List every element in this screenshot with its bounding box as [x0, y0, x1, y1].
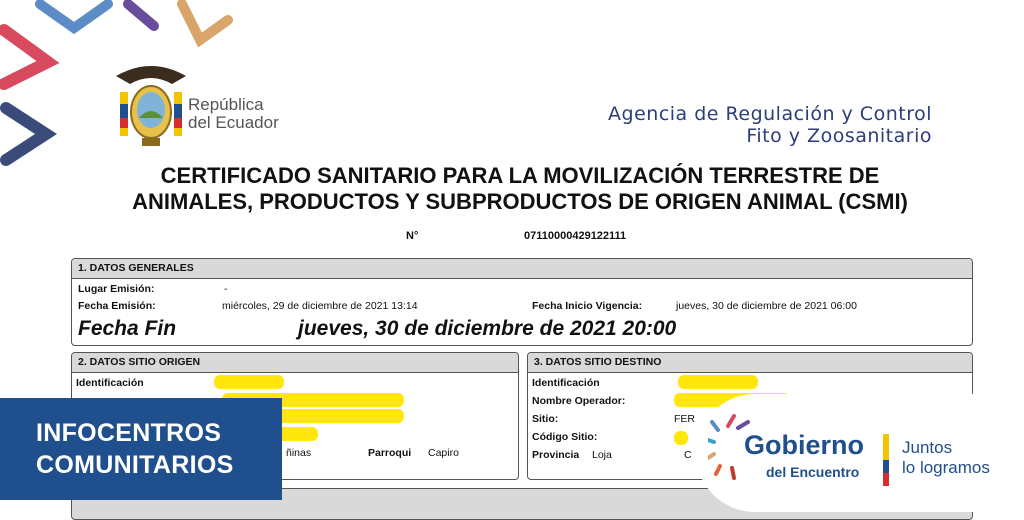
origen-identificacion-label: Identificación	[76, 377, 144, 389]
title-line2: ANIMALES, PRODUCTOS Y SUBPRODUCTOS DE ORIGEN ANIMAL (CSMI)	[132, 189, 908, 214]
origen-canton-partial: ñinas	[286, 447, 312, 459]
section-heading: 1. DATOS GENERALES	[72, 259, 972, 279]
redaction-mark	[214, 375, 284, 389]
general-data-section	[71, 258, 973, 346]
lugar-value: -	[224, 283, 228, 295]
destino-codigo-label: Código Sitio:	[532, 431, 598, 443]
gobierno-name: Gobierno	[744, 430, 864, 460]
republic-name-line1: República	[188, 95, 264, 114]
redaction-mark	[674, 431, 688, 445]
infocentros-line2: COMUNITARIOS	[36, 451, 234, 479]
coat-of-arms-icon	[112, 62, 190, 150]
agency-line1: Agencia de Regulación y Control	[608, 103, 932, 125]
certificate-title	[60, 163, 980, 215]
destino-operador-label: Nombre Operador:	[532, 395, 626, 407]
republic-logo	[112, 62, 302, 150]
destino-identificacion-label: Identificación	[532, 377, 600, 389]
title-line1: CERTIFICADO SANITARIO PARA LA MOVILIZACIÓN TERRESTRE DE	[160, 163, 880, 188]
lugar-label: Lugar Emisión:	[78, 283, 155, 295]
infocentros-line1: INFOCENTROS	[36, 419, 222, 447]
inicio-vigencia-value: jueves, 30 de diciembre de 2021 06:00	[676, 300, 857, 312]
number-value: 07110000429122111	[524, 230, 627, 242]
slogan-line1: Juntos	[902, 438, 953, 457]
section-heading: 3. DATOS SITIO DESTINO	[528, 353, 972, 373]
fecha-emision-value: miércoles, 29 de diciembre de 2021 13:14	[222, 300, 418, 312]
origen-parroquia-label: Parroqui	[368, 447, 412, 459]
agency-line2: Fito y Zoosanitario	[746, 125, 932, 147]
gobierno-sub: del Encuentro	[766, 464, 860, 480]
section-heading: 2. DATOS SITIO ORIGEN	[72, 353, 518, 373]
origen-parroquia-value: Capiro	[428, 447, 459, 459]
fecha-fin-value: jueves, 30 de diciembre de 2021 20:00	[298, 317, 677, 340]
fecha-fin-label: Fecha Fin	[78, 317, 177, 340]
slogan-line2: lo logramos	[902, 458, 990, 477]
slogan	[902, 438, 990, 478]
infocentros-badge	[0, 398, 282, 500]
republic-name-line2: del Ecuador	[188, 113, 279, 132]
destino-provincia-value: Loja	[592, 449, 612, 461]
destino-provincia-label: Provincia	[532, 449, 580, 461]
ecuador-flag-stripe	[883, 434, 889, 486]
redaction-mark	[678, 375, 758, 389]
fecha-emision-label: Fecha Emisión:	[78, 300, 156, 312]
number-label: N°	[406, 230, 419, 242]
destino-sitio-partial: FER	[674, 413, 695, 425]
destino-sitio-label: Sitio:	[532, 413, 559, 425]
inicio-vigencia-label: Fecha Inicio Vigencia:	[532, 300, 643, 312]
destino-extra-partial: C	[684, 449, 692, 461]
agency-name	[608, 103, 932, 147]
gobierno-badge	[696, 394, 1024, 512]
